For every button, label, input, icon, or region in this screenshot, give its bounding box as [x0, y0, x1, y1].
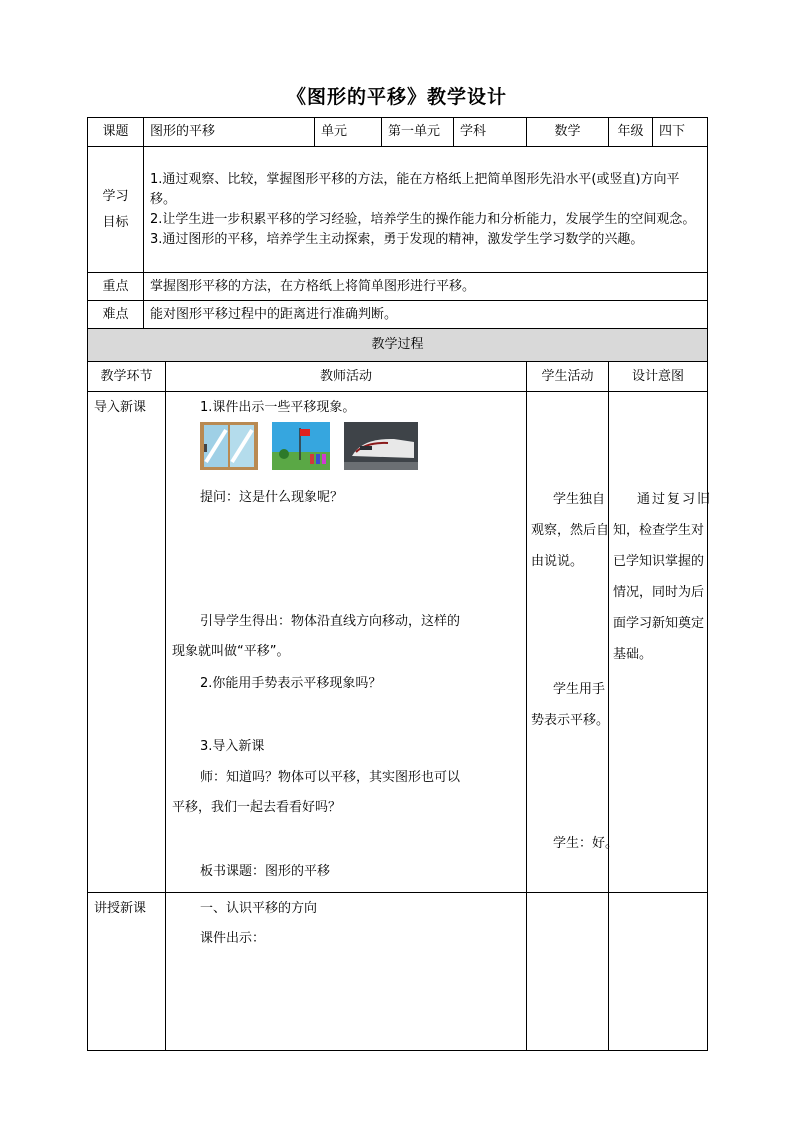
section-intro-student — [527, 392, 619, 893]
teacher-step-3: 3.导入新课 — [200, 739, 265, 754]
intent-line-1: 通过复习旧 — [637, 492, 713, 507]
col-teacher-header: 教师活动 — [166, 362, 527, 392]
intent-line-5: 面学习新知奠定 — [613, 616, 705, 631]
teach-step-2: 课件出示： — [200, 931, 266, 946]
col-intent-header: 设计意图 — [609, 362, 708, 392]
student-response-2a: 学生用手 — [553, 682, 606, 697]
grade-label: 年级 — [609, 118, 653, 147]
section-intro-stage: 导入新课 — [88, 392, 166, 893]
process-header-row — [88, 329, 708, 362]
subject-value: 数学 — [527, 118, 609, 147]
goals-row — [88, 147, 708, 273]
document-title: 《图形的平移》教学设计 — [286, 86, 507, 108]
column-header-row — [88, 362, 708, 392]
key-point-text: 掌握图形平移的方法，在方格纸上将简单图形进行平移。 — [144, 273, 708, 301]
teacher-guide-line2: 现象就叫做“平移”。 — [172, 644, 290, 659]
grade-value: 四下 — [653, 118, 708, 147]
key-point-row — [88, 273, 708, 301]
topic-label: 课题 — [88, 118, 144, 147]
goals-label-line1: 学习 — [102, 188, 129, 204]
student-response-1a: 学生独自 — [553, 492, 606, 507]
goals-content — [144, 147, 708, 273]
section-intro-row — [88, 392, 708, 893]
section-teach-teacher — [166, 893, 527, 1051]
intent-line-6: 基础。 — [613, 647, 653, 662]
section-teach-student — [527, 893, 609, 1051]
difficulty-row — [88, 301, 708, 329]
unit-value: 第一单元 — [382, 118, 454, 147]
intent-line-2: 知，检查学生对 — [613, 523, 705, 538]
intent-line-3: 已学知识掌握的 — [613, 554, 705, 569]
lesson-plan-table — [87, 117, 713, 1051]
student-response-2b: 势表示平移。 — [531, 713, 610, 728]
section-intro-teacher — [166, 392, 527, 893]
info-row — [88, 118, 708, 147]
section-intro-intent — [609, 392, 713, 893]
goal-item-1: 1.通过观察、比较，掌握图形平移的方法，能在方格纸上把简单图形先沿水平(或竖直)方向平移。 — [150, 171, 680, 207]
teacher-step-1: 1.课件出示一些平移现象。 — [200, 400, 356, 415]
teacher-intro-line2: 平移，我们一起去看看好吗？ — [172, 800, 342, 815]
train-image — [344, 422, 418, 470]
flag-raising-image — [272, 422, 330, 470]
col-student-header: 学生活动 — [527, 362, 609, 392]
goal-item-2: 2.让学生进一步积累平移的学习经验，培养学生的操作能力和分析能力，发展学生的空间观念。 — [150, 211, 696, 227]
teacher-question: 提问：这是什么现象呢？ — [200, 490, 344, 505]
difficulty-label: 难点 — [88, 301, 144, 329]
teacher-intro-line1: 师：知道吗？物体可以平移，其实图形也可以 — [200, 770, 461, 785]
process-header: 教学过程 — [88, 329, 708, 362]
goals-label — [88, 147, 144, 273]
teacher-step-2: 2.你能用手势表示平移现象吗？ — [200, 676, 382, 691]
section-teach-intent — [609, 893, 708, 1051]
goal-item-3: 3.通过图形的平移，培养学生主动探索，勇于发现的精神，激发学生学习数学的兴趣。 — [150, 231, 644, 247]
window-image — [200, 422, 258, 470]
teacher-board-title: 板书课题：图形的平移 — [200, 864, 331, 879]
subject-label: 学科 — [454, 118, 527, 147]
student-response-3: 学生：好。 — [553, 836, 619, 851]
teach-step-1: 一、认识平移的方向 — [200, 901, 318, 916]
difficulty-text: 能对图形平移过程中的距离进行准确判断。 — [144, 301, 708, 329]
key-point-label: 重点 — [88, 273, 144, 301]
student-response-1c: 由说说。 — [531, 554, 584, 569]
col-stage-header: 教学环节 — [88, 362, 166, 392]
teacher-guide-line1: 引导学生得出：物体沿直线方向移动，这样的 — [200, 614, 461, 629]
unit-label: 单元 — [315, 118, 382, 147]
intent-line-4: 情况，同时为后 — [613, 585, 705, 600]
translation-examples — [200, 422, 432, 470]
goals-label-line2: 目标 — [102, 214, 129, 230]
section-teach-stage: 讲授新课 — [88, 893, 166, 1051]
student-response-1b: 观察，然后自 — [531, 523, 610, 538]
topic-value: 图形的平移 — [144, 118, 315, 147]
section-teach-row — [88, 893, 708, 1051]
